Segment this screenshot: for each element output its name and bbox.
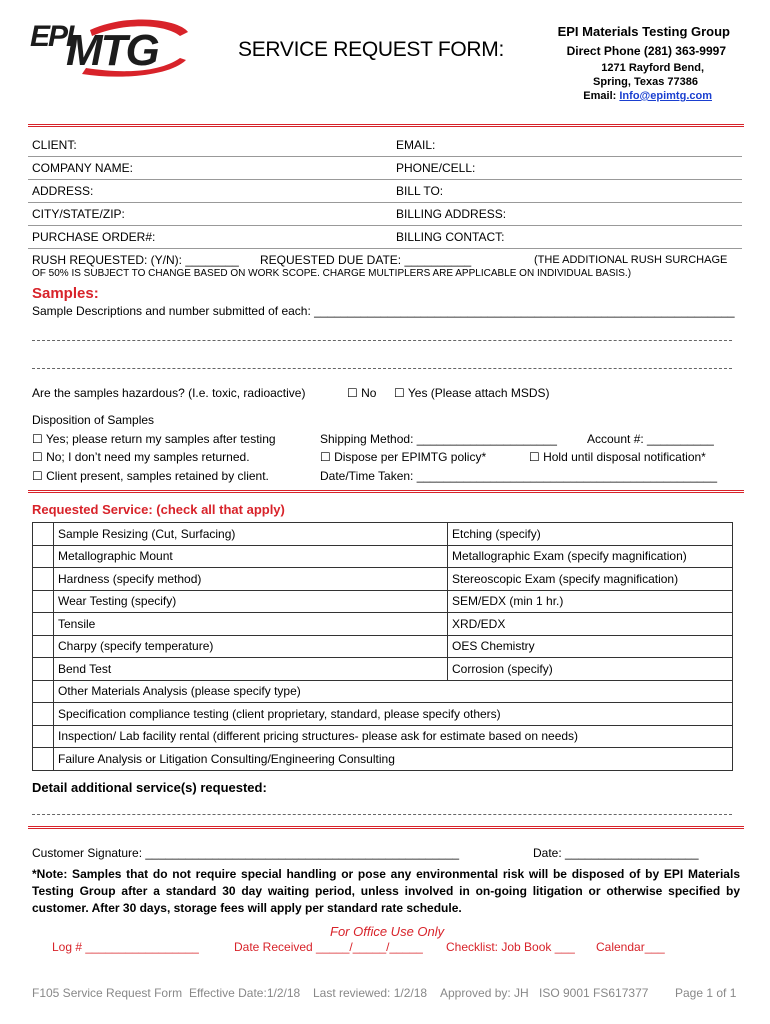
company-name: EPI Materials Testing Group	[557, 24, 730, 39]
description-line	[32, 340, 732, 341]
return-samples-checkbox[interactable]: ☐ Yes; please return my samples after testing	[32, 432, 276, 446]
logo-mtg-text: MTG	[66, 26, 158, 75]
service-label: Metallographic Mount	[54, 545, 448, 568]
service-label: SEM/EDX (min 1 hr.)	[448, 590, 733, 613]
rush-surcharge-note-2: OF 50% IS SUBJECT TO CHANGE BASED ON WORK SCOPE. CHARGE MULTIPLERS ARE APPLICABLE ON INDIVIDUAL BASIS.)	[32, 268, 632, 279]
rush-surcharge-note: (THE ADDITIONAL RUSH SURCHAGE	[534, 254, 728, 266]
service-label: Wear Testing (specify)	[54, 590, 448, 613]
service-label: Corrosion (specify)	[448, 658, 733, 681]
detail-line	[32, 814, 732, 815]
service-row	[33, 545, 733, 568]
bill-to-label: BILL TO:	[396, 184, 444, 198]
company-street: 1271 Rayford Bend,	[601, 62, 704, 74]
service-checkbox[interactable]	[33, 635, 54, 658]
service-label: Charpy (specify temperature)	[54, 635, 448, 658]
date-received: Date Received _____/_____/_____	[234, 940, 423, 954]
service-row	[33, 635, 733, 658]
footer-approved-by: Approved by: JH	[440, 986, 529, 1000]
purchase-order-label: PURCHASE ORDER#:	[32, 230, 156, 244]
sample-descriptions: Sample Descriptions and number submitted of each: _______________________________________________________________	[32, 304, 735, 318]
hold-checkbox[interactable]: ☐ Hold until disposal notification*	[529, 450, 706, 464]
phone-label: PHONE/CELL:	[396, 161, 476, 175]
calendar: Calendar___	[596, 940, 665, 954]
log-number: Log # _________________	[52, 940, 199, 954]
service-label: Etching (specify)	[448, 523, 733, 546]
service-label: Tensile	[54, 613, 448, 636]
hazard-yes-checkbox[interactable]: ☐ Yes (Please attach MSDS)	[394, 386, 550, 400]
client-row	[28, 203, 742, 226]
description-line	[32, 368, 732, 369]
client-row	[28, 180, 742, 203]
service-checkbox[interactable]	[33, 725, 54, 748]
shipping-method: Shipping Method: _____________________	[320, 432, 557, 446]
date-time-taken: Date/Time Taken: _____________________________________________	[320, 469, 718, 483]
service-checkbox[interactable]	[33, 658, 54, 681]
account-number: Account #: __________	[587, 432, 714, 446]
detail-divider	[28, 826, 744, 829]
checklist: Checklist: Job Book ___	[446, 940, 575, 954]
company-email-line	[583, 90, 712, 102]
email-field-label: EMAIL:	[396, 138, 436, 152]
service-label: Bend Test	[54, 658, 448, 681]
header-divider	[28, 124, 744, 127]
service-label: Stereoscopic Exam (specify magnification)	[448, 568, 733, 591]
samples-divider	[28, 490, 744, 493]
email-link[interactable]: Info@epimtg.com	[619, 90, 712, 102]
service-row	[33, 590, 733, 613]
service-label: Failure Analysis or Litigation Consulting/Engineering Consulting	[54, 748, 733, 771]
company-name-label: COMPANY NAME:	[32, 161, 133, 175]
service-row	[33, 680, 733, 703]
email-label: Email:	[583, 90, 617, 102]
disposition-title: Disposition of Samples	[32, 413, 155, 427]
office-use-title: For Office Use Only	[330, 924, 445, 939]
service-row	[33, 703, 733, 726]
service-checkbox[interactable]	[33, 680, 54, 703]
client-row	[28, 226, 742, 249]
service-row	[33, 748, 733, 771]
requested-service-heading: Requested Service: (check all that apply)	[32, 502, 285, 517]
signature-date: Date: ____________________	[533, 846, 699, 860]
customer-signature: Customer Signature: _______________________________________________	[32, 846, 460, 860]
service-row	[33, 613, 733, 636]
billing-address-label: BILLING ADDRESS:	[396, 207, 507, 221]
requested-due-date: REQUESTED DUE DATE: __________	[260, 253, 472, 267]
service-label: Metallographic Exam (specify magnification)	[448, 545, 733, 568]
service-label: Inspection/ Lab facility rental (different pricing structures- please ask for estimate based on needs)	[54, 725, 733, 748]
company-city: Spring, Texas 77386	[593, 76, 698, 88]
billing-contact-label: BILLING CONTACT:	[396, 230, 505, 244]
logo	[30, 16, 190, 78]
service-label: Hardness (specify method)	[54, 568, 448, 591]
client-retained-checkbox[interactable]: ☐ Client present, samples retained by client.	[32, 469, 269, 483]
service-checkbox[interactable]	[33, 590, 54, 613]
disposal-note: *Note: Samples that do not require special handling or pose any environmental risk will be disposed of by EPI Materials Testing Group after a standard 30 day waiting period, unless involved in on-going litigation or otherwise specified by customer. After 30 days, storage fees will apply per standard rate schedule.	[32, 867, 740, 915]
service-row	[33, 523, 733, 546]
service-checkbox[interactable]	[33, 613, 54, 636]
logo-epi-text: EPI	[30, 20, 73, 53]
service-checkbox[interactable]	[33, 568, 54, 591]
client-row	[28, 157, 742, 180]
samples-heading: Samples:	[32, 285, 99, 302]
service-label: XRD/EDX	[448, 613, 733, 636]
service-label: Other Materials Analysis (please specify type)	[54, 680, 733, 703]
service-checkbox[interactable]	[33, 703, 54, 726]
company-phone: Direct Phone (281) 363-9997	[566, 44, 726, 58]
footer-effective-date: Effective Date:1/2/18	[189, 986, 301, 1000]
services-table	[32, 522, 733, 771]
hazard-question: Are the samples hazardous? (I.e. toxic, radioactive)	[32, 386, 306, 400]
service-label: Sample Resizing (Cut, Surfacing)	[54, 523, 448, 546]
client-row	[28, 134, 742, 157]
city-state-zip-label: CITY/STATE/ZIP:	[32, 207, 125, 221]
service-label: Specification compliance testing (client proprietary, standard, please specify others)	[54, 703, 733, 726]
hazard-no-checkbox[interactable]: ☐ No	[347, 386, 377, 400]
service-checkbox[interactable]	[33, 545, 54, 568]
dispose-checkbox[interactable]: ☐ Dispose per EPIMTG policy*	[320, 450, 487, 464]
client-label: CLIENT:	[32, 138, 77, 152]
address-label: ADDRESS:	[32, 184, 94, 198]
footer-last-reviewed: Last reviewed: 1/2/18	[313, 986, 428, 1000]
service-row	[33, 725, 733, 748]
no-return-checkbox[interactable]: ☐ No; I don’t need my samples returned.	[32, 450, 250, 464]
service-row	[33, 568, 733, 591]
rush-requested: RUSH REQUESTED: (Y/N): ________	[32, 253, 239, 267]
footer-iso: ISO 9001 FS617377	[539, 986, 649, 1000]
detail-heading: Detail additional service(s) requested:	[32, 780, 267, 795]
footer-form-name: F105 Service Request Form	[32, 986, 183, 1000]
footer-page-number: Page 1 of 1	[675, 986, 737, 1000]
service-checkbox[interactable]	[33, 748, 54, 771]
service-label: OES Chemistry	[448, 635, 733, 658]
service-row	[33, 658, 733, 681]
form-title: SERVICE REQUEST FORM:	[238, 38, 504, 61]
service-checkbox[interactable]	[33, 523, 54, 546]
